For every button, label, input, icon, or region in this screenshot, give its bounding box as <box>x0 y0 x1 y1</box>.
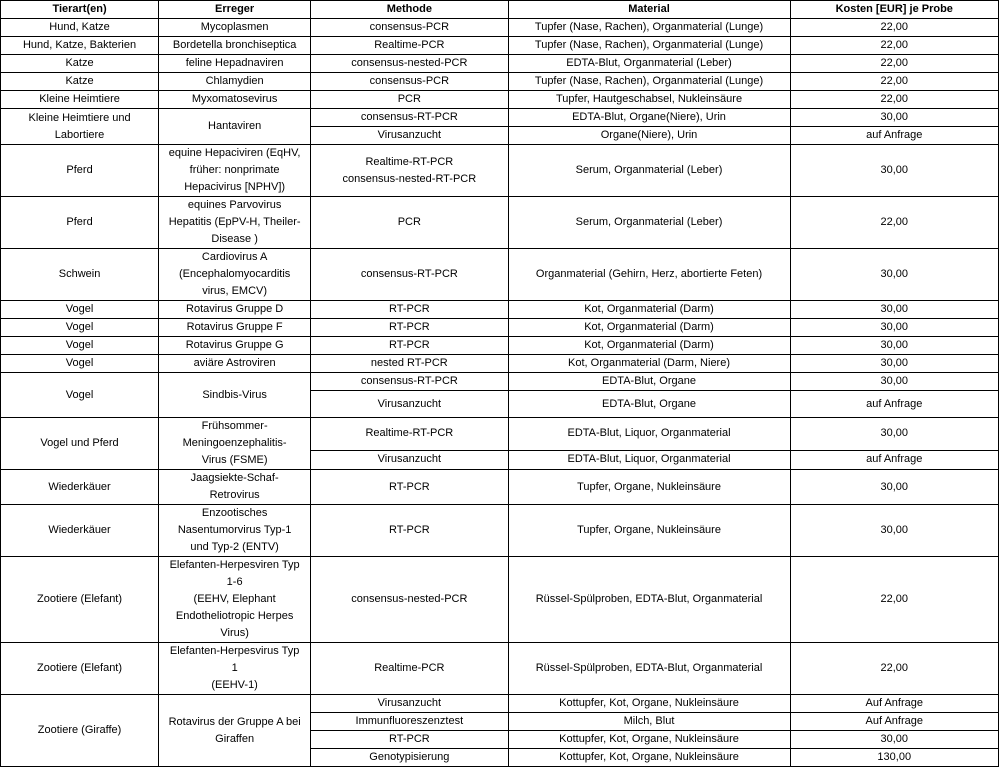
cell-kosten: 30,00 <box>790 337 999 355</box>
table-row <box>1 643 999 695</box>
table-row <box>1 109 999 127</box>
cell-methode: Immunfluoreszenztest <box>311 713 508 731</box>
cell-tierart: Katze <box>1 55 159 73</box>
cell-kosten: 30,00 <box>790 731 999 749</box>
cell-methode: consensus-nested-PCR <box>311 557 508 643</box>
cell-material: Tupfer, Hautgeschabsel, Nukleinsäure <box>508 91 790 109</box>
cell-material: Tupfer (Nase, Rachen), Organmaterial (Lunge) <box>508 19 790 37</box>
cell-material: Rüssel-Spülproben, EDTA-Blut, Organmaterial <box>508 557 790 643</box>
cell-erreger <box>159 145 311 197</box>
cell-material: Tupfer (Nase, Rachen), Organmaterial (Lunge) <box>508 37 790 55</box>
cell-kosten: 30,00 <box>790 301 999 319</box>
cell-methode: Virusanzucht <box>311 450 508 470</box>
cell-tierart: Schwein <box>1 249 159 301</box>
cell-methode: RT-PCR <box>311 301 508 319</box>
cell-methode: Genotypisierung <box>311 749 508 767</box>
cell-tierart: Pferd <box>1 197 159 249</box>
cell-material: Kot, Organmaterial (Darm) <box>508 337 790 355</box>
table-row <box>1 197 999 249</box>
cell-erreger <box>159 695 311 767</box>
table-row <box>1 470 999 505</box>
header-erreger: Erreger <box>159 1 311 19</box>
table-row <box>1 337 999 355</box>
cell-erreger-line: equines Parvovirus <box>187 199 282 211</box>
cell-methode: Virusanzucht <box>311 391 508 418</box>
cell-erreger: Rotavirus Gruppe G <box>159 337 311 355</box>
cell-tierart: Vogel <box>1 337 159 355</box>
cell-methode: consensus-PCR <box>311 73 508 91</box>
cell-erreger-line: und Typ-2 (ENTV) <box>190 541 279 553</box>
cell-erreger-line: Disease ) <box>211 233 258 245</box>
cell-kosten: auf Anfrage <box>790 127 999 145</box>
cell-erreger-line: Hepacivirus [NPHV]) <box>184 181 286 193</box>
cell-material: EDTA-Blut, Organe(Niere), Urin <box>508 109 790 127</box>
cell-methode: consensus-PCR <box>311 19 508 37</box>
cell-tierart-line: Labortiere <box>54 128 105 141</box>
cell-erreger: Sindbis-Virus <box>159 373 311 418</box>
cell-kosten: 130,00 <box>790 749 999 767</box>
cell-erreger-line: Endotheliotropic Herpes <box>175 610 294 622</box>
cell-kosten: 30,00 <box>790 355 999 373</box>
cell-erreger-line: Virus (FSME) <box>201 454 268 466</box>
header-row <box>1 1 999 19</box>
cell-material: Rüssel-Spülproben, EDTA-Blut, Organmaterial <box>508 643 790 695</box>
cell-tierart: Vogel <box>1 319 159 337</box>
cell-methode: Virusanzucht <box>311 695 508 713</box>
cell-erreger: Bordetella bronchiseptica <box>159 37 311 55</box>
cell-erreger-line: Hepatitis (EpPV-H, Theiler- <box>168 216 301 228</box>
table-body <box>1 19 999 767</box>
cell-methode: consensus-RT-PCR <box>311 109 508 127</box>
cell-erreger-line: virus, EMCV) <box>202 285 268 297</box>
cell-kosten: 22,00 <box>790 643 999 695</box>
cell-kosten: 22,00 <box>790 37 999 55</box>
cell-methode: Realtime-RT-PCR <box>311 418 508 451</box>
table-row <box>1 695 999 713</box>
cell-material: EDTA-Blut, Liquor, Organmaterial <box>508 450 790 470</box>
cell-erreger <box>159 470 311 505</box>
header-methode: Methode <box>311 1 508 19</box>
cell-erreger-line: Elefanten-Herpesviren Typ <box>169 559 300 571</box>
cell-methode: consensus-RT-PCR <box>311 249 508 301</box>
header-tierart: Tierart(en) <box>1 1 159 19</box>
cell-erreger <box>159 249 311 301</box>
cell-tierart: Wiederkäuer <box>1 505 159 557</box>
cell-erreger: Mycoplasmen <box>159 19 311 37</box>
cell-kosten: 30,00 <box>790 249 999 301</box>
cell-material: EDTA-Blut, Organmaterial (Leber) <box>508 55 790 73</box>
table-row <box>1 418 999 451</box>
cell-methode: consensus-RT-PCR <box>311 373 508 391</box>
cell-material: EDTA-Blut, Liquor, Organmaterial <box>508 418 790 451</box>
table-row <box>1 557 999 643</box>
cell-erreger: Rotavirus Gruppe D <box>159 301 311 319</box>
cell-material: Kot, Organmaterial (Darm) <box>508 301 790 319</box>
cell-erreger-line: Jaagsiekte-Schaf- <box>190 472 279 484</box>
cell-erreger-line: Elefanten-Herpesvirus Typ <box>169 645 300 657</box>
cell-methode: PCR <box>311 197 508 249</box>
cell-erreger-line: früher: nonprimate <box>189 164 280 176</box>
cell-kosten: 22,00 <box>790 55 999 73</box>
table-row <box>1 73 999 91</box>
cell-tierart: Zootiere (Giraffe) <box>1 695 159 767</box>
cell-material: Serum, Organmaterial (Leber) <box>508 197 790 249</box>
cell-erreger-line: Rotavirus der Gruppe A bei <box>168 715 301 728</box>
cell-erreger <box>159 557 311 643</box>
table-row <box>1 55 999 73</box>
cell-material: EDTA-Blut, Organe <box>508 391 790 418</box>
cell-erreger: feline Hepadnaviren <box>159 55 311 73</box>
cell-erreger-line: Cardiovirus A <box>201 251 268 263</box>
cell-material: Organe(Niere), Urin <box>508 127 790 145</box>
table-row <box>1 355 999 373</box>
cell-methode: RT-PCR <box>311 731 508 749</box>
cell-kosten: 30,00 <box>790 145 999 197</box>
cell-erreger-line: Virus) <box>220 627 249 639</box>
cell-erreger: Rotavirus Gruppe F <box>159 319 311 337</box>
cell-kosten: 22,00 <box>790 73 999 91</box>
cell-erreger-line: equine Hepaciviren (EqHV, <box>168 147 301 159</box>
cell-tierart: Zootiere (Elefant) <box>1 643 159 695</box>
cell-material: Tupfer, Organe, Nukleinsäure <box>508 505 790 557</box>
table-row <box>1 301 999 319</box>
cell-kosten: 30,00 <box>790 505 999 557</box>
cell-material: Kottupfer, Kot, Organe, Nukleinsäure <box>508 695 790 713</box>
cell-erreger-line: Enzootisches <box>201 507 268 519</box>
cell-methode: RT-PCR <box>311 470 508 505</box>
cell-tierart-line: Kleine Heimtiere und <box>28 111 131 124</box>
cell-tierart: Zootiere (Elefant) <box>1 557 159 643</box>
cell-tierart: Kleine Heimtiere <box>1 91 159 109</box>
cell-methode: Realtime-PCR <box>311 643 508 695</box>
cell-erreger: Chlamydien <box>159 73 311 91</box>
cell-methode-line: consensus-nested-RT-PCR <box>342 172 477 185</box>
cell-erreger: aviäre Astroviren <box>159 355 311 373</box>
cell-methode: RT-PCR <box>311 337 508 355</box>
cell-erreger-line: Retrovirus <box>209 489 260 501</box>
cell-methode: Realtime-PCR <box>311 37 508 55</box>
cell-material: Milch, Blut <box>508 713 790 731</box>
cell-tierart: Vogel <box>1 301 159 319</box>
cell-erreger-line: Nasentumorvirus Typ-1 <box>177 524 292 536</box>
cell-material: Kottupfer, Kot, Organe, Nukleinsäure <box>508 731 790 749</box>
cell-methode-line: Realtime-RT-PCR <box>365 155 454 168</box>
cell-erreger <box>159 505 311 557</box>
cell-material: Kottupfer, Kot, Organe, Nukleinsäure <box>508 749 790 767</box>
table-row <box>1 319 999 337</box>
cell-methode: RT-PCR <box>311 319 508 337</box>
cell-erreger <box>159 197 311 249</box>
cell-erreger <box>159 643 311 695</box>
table-row <box>1 91 999 109</box>
cell-erreger-line: Meningoenzephalitis- <box>182 437 287 449</box>
cell-material: Kot, Organmaterial (Darm) <box>508 319 790 337</box>
table-row <box>1 37 999 55</box>
cell-tierart: Vogel <box>1 355 159 373</box>
table-row <box>1 505 999 557</box>
cell-kosten: 30,00 <box>790 470 999 505</box>
cell-tierart <box>1 109 159 145</box>
cell-material: Tupfer, Organe, Nukleinsäure <box>508 470 790 505</box>
cell-kosten: Auf Anfrage <box>790 713 999 731</box>
cell-methode: RT-PCR <box>311 505 508 557</box>
cell-tierart: Pferd <box>1 145 159 197</box>
cell-erreger-line: Frühsommer- <box>201 420 268 432</box>
cell-tierart: Vogel <box>1 373 159 418</box>
table-row <box>1 19 999 37</box>
table-row <box>1 145 999 197</box>
cell-tierart: Wiederkäuer <box>1 470 159 505</box>
cell-tierart: Hund, Katze <box>1 19 159 37</box>
cell-material: Serum, Organmaterial (Leber) <box>508 145 790 197</box>
header-kosten: Kosten [EUR] je Probe <box>790 1 999 19</box>
cell-methode: nested RT-PCR <box>311 355 508 373</box>
cell-erreger-line: Giraffen <box>215 732 255 745</box>
cell-erreger-line: 1 <box>231 662 238 674</box>
cell-kosten: 30,00 <box>790 418 999 451</box>
cell-material: Organmaterial (Gehirn, Herz, abortierte Feten) <box>508 249 790 301</box>
header-material: Material <box>508 1 790 19</box>
cell-methode: Virusanzucht <box>311 127 508 145</box>
table-row <box>1 249 999 301</box>
cell-erreger-line: (Encephalomyocarditis <box>178 268 291 280</box>
cell-kosten: auf Anfrage <box>790 391 999 418</box>
cell-kosten: 30,00 <box>790 319 999 337</box>
cell-tierart: Hund, Katze, Bakterien <box>1 37 159 55</box>
cell-erreger-line: 1-6 <box>226 576 243 588</box>
cell-erreger-line: (EEHV, Elephant <box>193 593 276 605</box>
cell-material: Kot, Organmaterial (Darm, Niere) <box>508 355 790 373</box>
cell-kosten: 22,00 <box>790 557 999 643</box>
cell-methode: consensus-nested-PCR <box>311 55 508 73</box>
cell-kosten: 22,00 <box>790 19 999 37</box>
cell-kosten: Auf Anfrage <box>790 695 999 713</box>
cell-erreger-line: (EEHV-1) <box>211 679 258 691</box>
cell-kosten: auf Anfrage <box>790 450 999 470</box>
cell-tierart: Vogel und Pferd <box>1 418 159 470</box>
cell-kosten: 22,00 <box>790 197 999 249</box>
cell-methode: PCR <box>311 91 508 109</box>
cell-material: Tupfer (Nase, Rachen), Organmaterial (Lunge) <box>508 73 790 91</box>
cell-methode <box>311 145 508 197</box>
table-row <box>1 373 999 391</box>
cell-erreger: Myxomatosevirus <box>159 91 311 109</box>
cell-kosten: 30,00 <box>790 373 999 391</box>
cell-erreger: Hantaviren <box>159 109 311 145</box>
cell-tierart: Katze <box>1 73 159 91</box>
cell-erreger <box>159 418 311 470</box>
cell-kosten: 22,00 <box>790 91 999 109</box>
cell-material: EDTA-Blut, Organe <box>508 373 790 391</box>
cell-kosten: 30,00 <box>790 109 999 127</box>
